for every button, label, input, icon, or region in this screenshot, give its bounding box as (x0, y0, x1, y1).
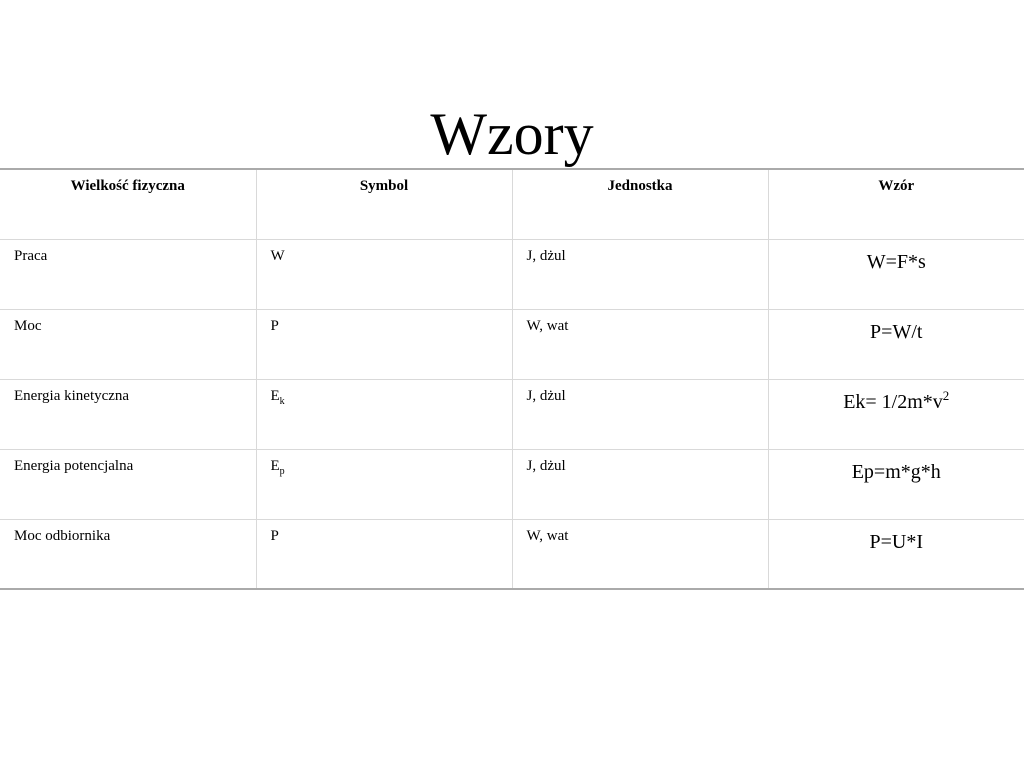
symbol-cell (256, 309, 512, 379)
table-row (0, 519, 1024, 589)
table-row (0, 379, 1024, 449)
unit-cell: J, dżul (512, 239, 768, 309)
table-row (0, 449, 1024, 519)
formula-superscript: 2 (942, 387, 950, 403)
formula-text: Ep=m*g*h (851, 460, 941, 483)
unit-cell: J, dżul (512, 449, 768, 519)
formula-text: P=U*I (869, 530, 923, 553)
formula-cell (768, 309, 1024, 379)
symbol-subscript: p (279, 465, 285, 477)
symbol-text: P (270, 317, 279, 334)
quantity-cell: Energia potencjalna (0, 449, 256, 519)
symbol-text: P (270, 527, 279, 544)
quantity-cell: Moc odbiornika (0, 519, 256, 589)
formula-cell (768, 379, 1024, 449)
formula-text: P=W/t (870, 320, 923, 343)
formula-cell (768, 519, 1024, 589)
symbol-text: W (270, 247, 285, 264)
symbol-cell (256, 519, 512, 589)
header-symbol: Symbol (256, 169, 512, 239)
quantity-cell: Moc (0, 309, 256, 379)
symbol-cell (256, 449, 512, 519)
formula-cell (768, 239, 1024, 309)
table-row (0, 309, 1024, 379)
table-row (0, 239, 1024, 309)
quantity-cell: Energia kinetyczna (0, 379, 256, 449)
header-unit: Jednostka (512, 169, 768, 239)
symbol-cell (256, 239, 512, 309)
formula-text: W=F*s (866, 250, 926, 273)
symbol-text: E (270, 387, 280, 404)
formula-cell (768, 449, 1024, 519)
unit-cell: J, dżul (512, 379, 768, 449)
header-quantity: Wielkość fizyczna (0, 169, 256, 239)
slide-title: Wzory (430, 101, 594, 167)
formula-text: Ek= 1/2m*v (843, 390, 943, 413)
symbol-subscript: k (279, 395, 285, 407)
quantity-cell: Praca (0, 239, 256, 309)
formula-table (0, 168, 1024, 590)
unit-cell: W, wat (512, 519, 768, 589)
symbol-text: E (270, 457, 280, 474)
unit-cell: W, wat (512, 309, 768, 379)
header-formula: Wzór (768, 169, 1024, 239)
symbol-cell (256, 379, 512, 449)
table-header-row (0, 169, 1024, 239)
